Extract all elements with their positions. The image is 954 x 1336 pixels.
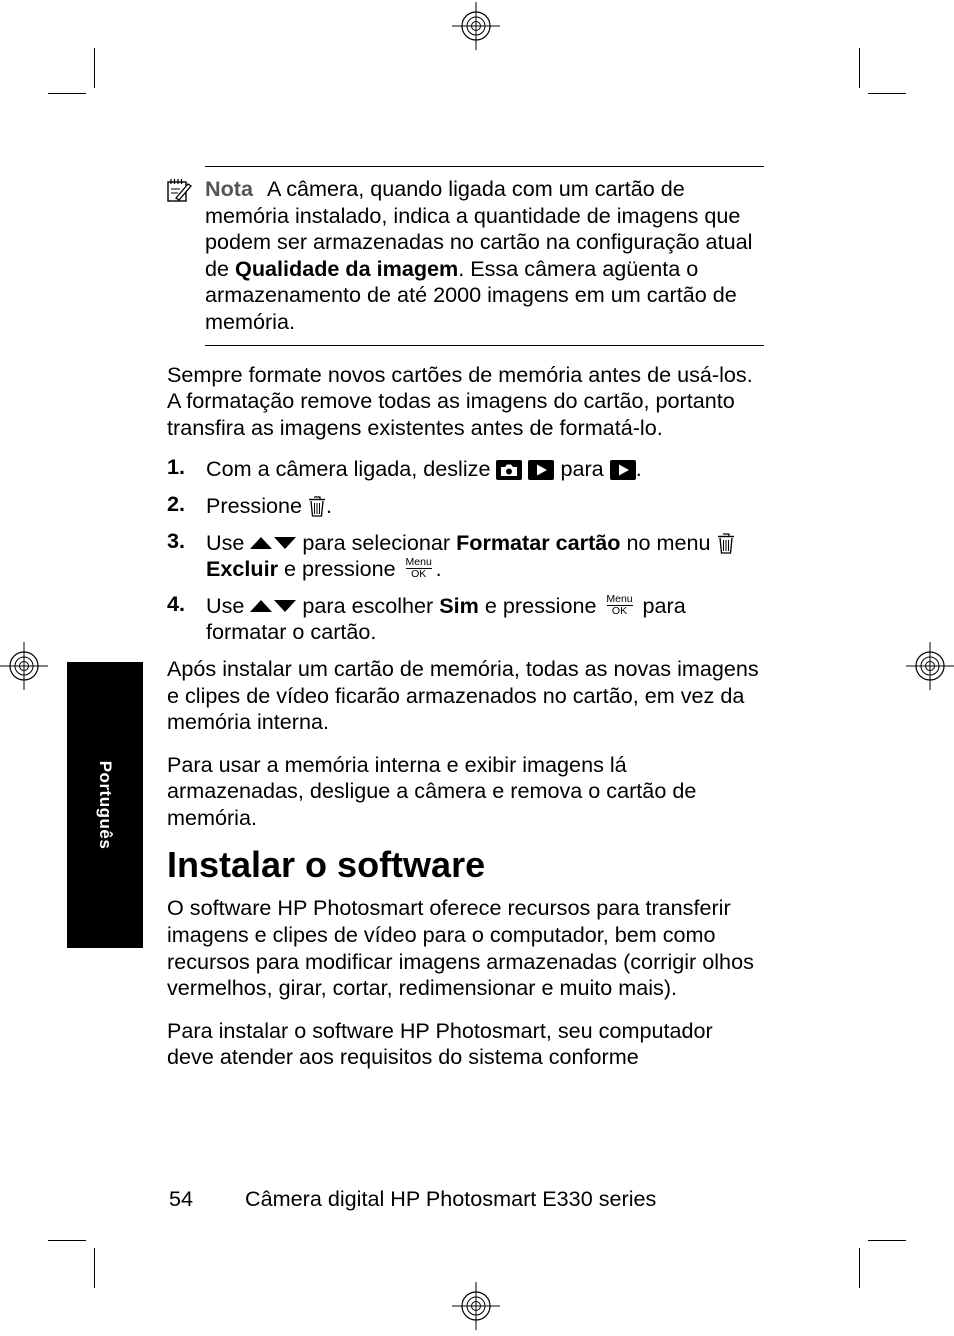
- internal-memory-paragraph: Para usar a memória interna e exibir imagens lá armazenadas, desligue a câmera e remova o cartão de memória.: [167, 751, 697, 830]
- step-number: 3.: [167, 527, 186, 553]
- registration-mark-icon: [452, 2, 500, 50]
- menu-ok-top: Menu: [405, 556, 432, 569]
- step-text: para formatar o cartão.: [206, 592, 686, 645]
- menu-ok-bottom: OK: [607, 605, 633, 617]
- step-text: Com a câmera ligada, deslize: [206, 456, 491, 482]
- crop-mark: [868, 93, 906, 94]
- note-text: [205, 176, 764, 336]
- language-tab-label: Português: [96, 760, 115, 850]
- step-bold-term: Sim: [439, 592, 479, 618]
- step-text: Use: [206, 592, 245, 618]
- step-text: e pressione: [484, 592, 597, 618]
- page-number: 54: [169, 1186, 194, 1211]
- intro-paragraph: Sempre formate novos cartões de memória antes de usá-los. A formatação remove todas as imagens do cartão, portanto transfira as imagens existentes antes de formatá-lo.: [167, 361, 753, 440]
- step-text: .: [635, 456, 642, 482]
- up-down-arrows-icon: [250, 599, 296, 613]
- steps-list: [167, 456, 764, 646]
- language-tab: [67, 662, 143, 948]
- playback-icon: [610, 460, 636, 480]
- page-content: [167, 166, 764, 1071]
- note-box: [205, 166, 764, 346]
- trash-icon: [308, 495, 326, 517]
- step-text: Use: [206, 529, 245, 555]
- menu-ok-icon: [603, 594, 637, 617]
- step-number: 1.: [167, 454, 186, 480]
- list-item: [167, 490, 764, 520]
- step-text: e pressione: [284, 556, 396, 582]
- menu-ok-bottom: OK: [406, 568, 432, 580]
- note-label: Nota: [205, 176, 253, 201]
- note-body: A câmera, quando ligada com um cartão de memória instalado, indica a quantidade de imagens que podem ser armazenadas no cartão na configuração atual de: [205, 176, 753, 281]
- note-icon: [166, 177, 192, 203]
- crop-mark: [94, 1248, 95, 1288]
- crop-mark: [48, 1240, 86, 1241]
- step-text: .: [435, 556, 442, 582]
- crop-mark: [859, 48, 860, 88]
- list-item: [167, 590, 764, 646]
- step-number: 4.: [167, 590, 186, 616]
- step-text: .: [326, 492, 333, 518]
- section-heading: Instalar o software: [167, 844, 486, 886]
- crop-mark: [859, 1248, 860, 1288]
- step-text: para selecionar: [302, 529, 451, 555]
- after-install-paragraph: Após instalar um cartão de memória, todas as novas imagens e clipes de vídeo ficarão armazenados no cartão, em vez da memória interna.: [167, 655, 759, 735]
- step-text: para escolher: [302, 592, 434, 618]
- list-item: [167, 456, 764, 483]
- registration-mark-icon: [0, 642, 48, 690]
- crop-mark: [48, 93, 86, 94]
- step-bold-term: Excluir: [206, 556, 279, 582]
- page-footer: [169, 1186, 656, 1212]
- registration-mark-icon: [906, 642, 954, 690]
- step-text: no menu: [626, 529, 711, 555]
- step-number: 2.: [167, 490, 186, 516]
- requirements-paragraph: Para instalar o software HP Photosmart, seu computador deve atender aos requisitos do sistema conforme: [167, 1017, 713, 1070]
- list-item: [167, 527, 764, 583]
- menu-ok-top: Menu: [606, 592, 633, 605]
- step-text: para: [560, 456, 604, 482]
- footer-title: Câmera digital HP Photosmart E330 series: [245, 1186, 657, 1211]
- camera-icon: [496, 460, 522, 480]
- registration-mark-icon: [452, 1282, 500, 1330]
- software-paragraph: O software HP Photosmart oferece recursos para transferir imagens e clipes de vídeo para o computador, bem como recursos para modificar imagens armazenadas (corrigir olhos vermelhos, girar, cortar, redimensionar e muito mais).: [167, 895, 754, 1001]
- trash-icon: [717, 532, 735, 554]
- note-body-end: . Essa câmera agüenta o armazenamento de até 2000 imagens em um cartão de memória.: [205, 255, 737, 334]
- crop-mark: [868, 1240, 906, 1241]
- up-down-arrows-icon: [250, 536, 296, 550]
- menu-ok-icon: [402, 557, 436, 580]
- note-bold-term: Qualidade da imagem: [235, 255, 459, 281]
- step-text: Pressione: [206, 492, 303, 518]
- step-bold-term: Formatar cartão: [456, 529, 621, 555]
- crop-mark: [94, 48, 95, 88]
- playback-icon: [528, 460, 554, 480]
